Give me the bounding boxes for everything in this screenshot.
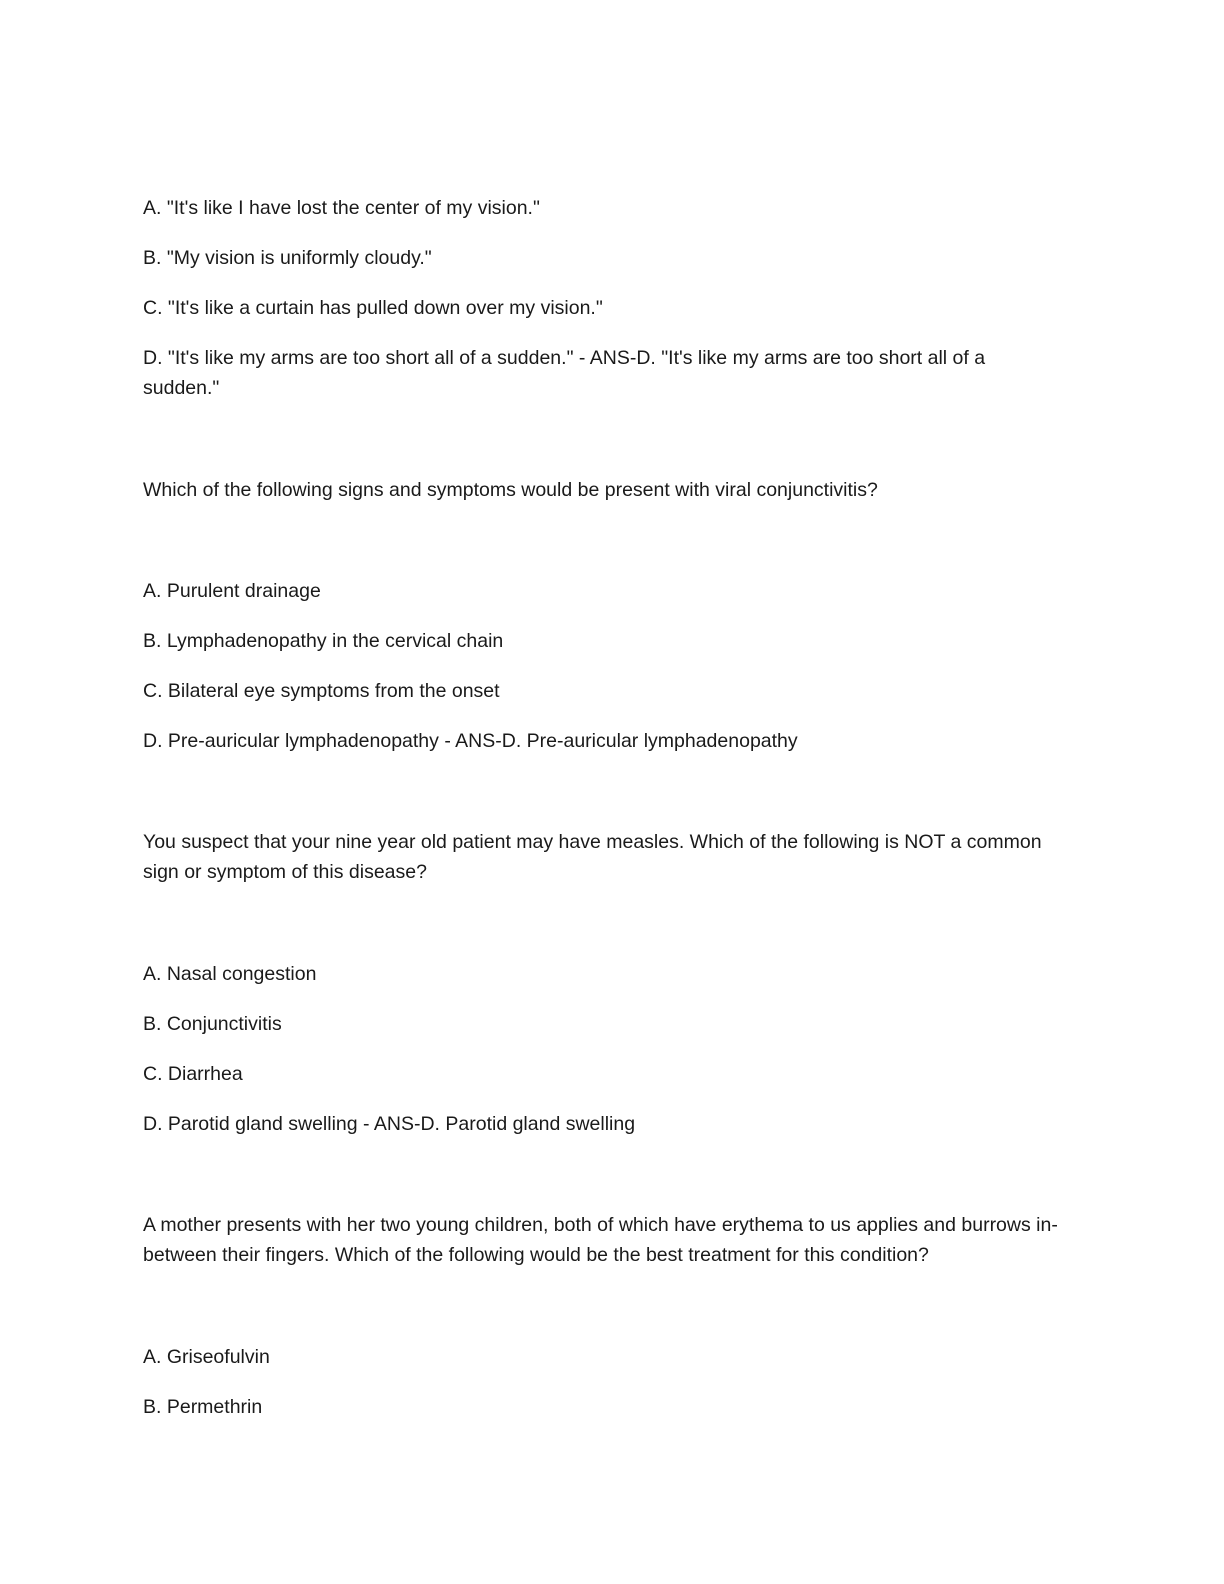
option-b: B. Permethrin xyxy=(143,1396,263,1418)
option-c: C. Bilateral eye symptoms from the onset xyxy=(143,680,500,702)
option-a: A. Nasal congestion xyxy=(143,963,317,985)
option-d-answer: D. Pre-auricular lymphadenopathy - ANS-D. Pre-auricular lymphadenopathy xyxy=(143,730,798,752)
option-b: B. "My vision is uniformly cloudy." xyxy=(143,247,432,269)
option-c: C. "It's like a curtain has pulled down over my vision." xyxy=(143,297,603,319)
question-text: A mother presents with her two young children, both of which have erythema to us applies and burrows in-between their fingers. Which of the following would be the best treatment for this condition? xyxy=(143,1214,1058,1266)
question-text: You suspect that your nine year old patient may have measles. Which of the following is NOT a common sign or symptom of this disease? xyxy=(143,831,1042,883)
option-b: B. Conjunctivitis xyxy=(143,1013,282,1035)
option-c: C. Diarrhea xyxy=(143,1063,243,1085)
option-d-answer: D. Parotid gland swelling - ANS-D. Parotid gland swelling xyxy=(143,1113,636,1135)
option-a: A. Purulent drainage xyxy=(143,580,321,602)
option-d-answer: D. "It's like my arms are too short all of a sudden." - ANS-D. "It's like my arms are too short all of a sudden." xyxy=(143,347,986,399)
option-a: A. Griseofulvin xyxy=(143,1346,270,1368)
option-b: B. Lymphadenopathy in the cervical chain xyxy=(143,630,504,652)
option-a: A. "It's like I have lost the center of my vision." xyxy=(143,197,540,219)
question-text: Which of the following signs and symptoms would be present with viral conjunctivitis? xyxy=(143,479,878,501)
